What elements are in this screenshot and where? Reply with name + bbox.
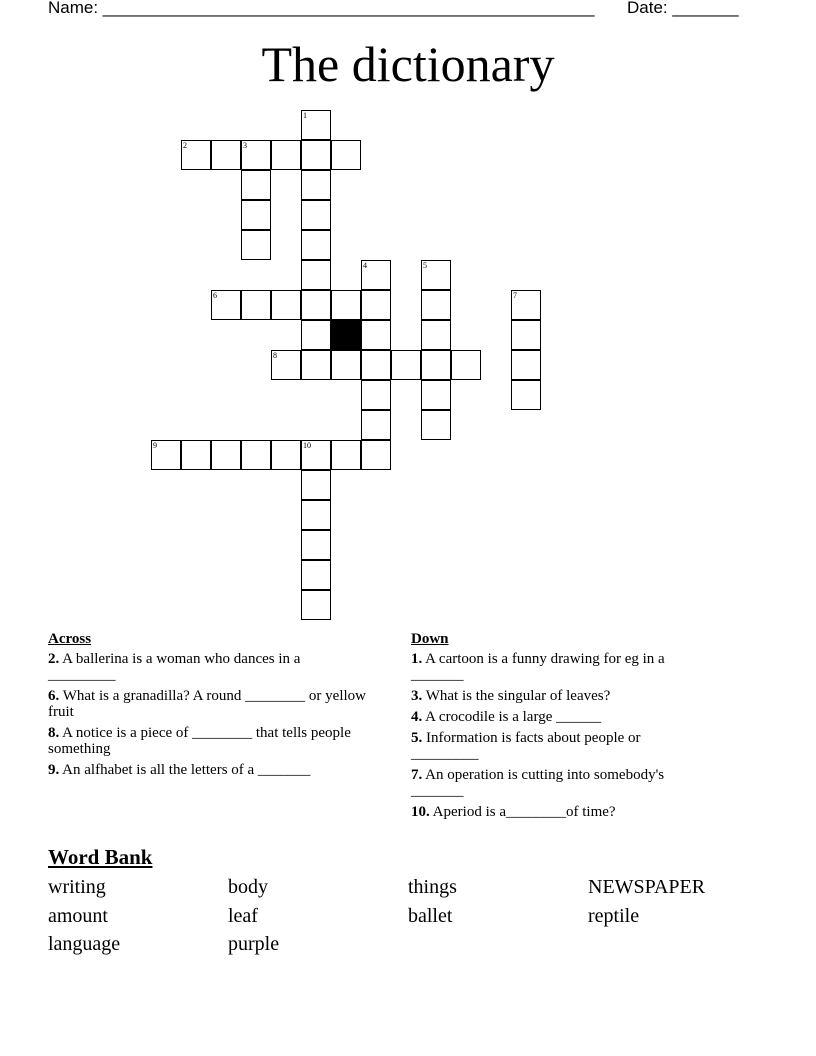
crossword-cell[interactable] (181, 140, 211, 170)
crossword-cell[interactable] (301, 320, 331, 350)
crossword-cell[interactable] (511, 320, 541, 350)
word-bank-word: amount (48, 904, 108, 927)
crossword-cell[interactable] (511, 350, 541, 380)
down-clues (411, 631, 711, 825)
crossword-cell[interactable] (421, 290, 451, 320)
crossword-cell[interactable] (241, 170, 271, 200)
across-clue (48, 651, 368, 683)
crossword-cell[interactable] (271, 440, 301, 470)
crossword-cell[interactable] (301, 350, 331, 380)
crossword-cell[interactable] (421, 410, 451, 440)
crossword-cell[interactable] (301, 560, 331, 590)
cell-number: 3 (243, 141, 247, 150)
crossword-cell[interactable] (361, 440, 391, 470)
date-field-label[interactable]: Date: _______ (627, 0, 739, 17)
clue-number: 8. (48, 725, 60, 741)
crossword-cell[interactable] (421, 260, 451, 290)
word-bank-title: Word Bank (48, 845, 153, 869)
crossword-cell[interactable] (331, 290, 361, 320)
clue-text: A cartoon is a funny drawing for eg in a _______ (411, 651, 665, 683)
clue-number: 4. (411, 709, 423, 725)
clue-text: An operation is cutting into somebody's _______ (411, 767, 665, 799)
crossword-cell[interactable] (241, 440, 271, 470)
cell-number: 10 (303, 441, 311, 450)
cell-number: 6 (213, 291, 217, 300)
word-bank-word: writing (48, 876, 106, 898)
crossword-cell[interactable] (211, 440, 241, 470)
clue-number: 9. (48, 762, 60, 778)
crossword-cell[interactable] (271, 350, 301, 380)
word-bank-word: ballet (408, 904, 453, 927)
cell-number: 5 (423, 261, 427, 270)
crossword-cell[interactable] (241, 140, 271, 170)
clue-text: A notice is a piece of ________ that tells people something (48, 725, 351, 757)
crossword-cell[interactable] (361, 290, 391, 320)
crossword-cell[interactable] (361, 380, 391, 410)
clue-text: A ballerina is a woman who dances in a _________ (48, 651, 301, 683)
down-clue (411, 767, 711, 799)
across-clue (48, 725, 368, 757)
crossword-cell[interactable] (301, 200, 331, 230)
crossword-cell[interactable] (211, 140, 241, 170)
cell-number: 8 (273, 351, 277, 360)
across-clues (48, 631, 368, 783)
crossword-cell[interactable] (361, 260, 391, 290)
crossword-cell[interactable] (241, 290, 271, 320)
word-bank-word: reptile (588, 904, 640, 927)
crossword-cell[interactable] (421, 380, 451, 410)
crossword-cell[interactable] (421, 320, 451, 350)
clue-number: 3. (411, 688, 423, 704)
crossword-cell[interactable] (511, 380, 541, 410)
crossword-cell[interactable] (301, 500, 331, 530)
crossword-cell[interactable] (301, 290, 331, 320)
crossword-cell[interactable] (301, 170, 331, 200)
crossword-cell[interactable] (301, 590, 331, 620)
crossword-cell[interactable] (331, 350, 361, 380)
clue-number: 7. (411, 767, 423, 783)
crossword-cell[interactable] (331, 440, 361, 470)
cell-number: 7 (513, 291, 517, 300)
page-title: The dictionary (261, 36, 555, 92)
clue-text: What is a granadilla? A round ________ or yellow fruit (48, 688, 366, 720)
cell-number: 1 (303, 111, 307, 120)
down-heading: Down (411, 631, 449, 647)
down-clue (411, 730, 711, 762)
word-bank-word: body (228, 876, 268, 898)
clue-number: 2. (48, 651, 60, 667)
clue-number: 10. (411, 804, 430, 820)
across-clue-list (48, 651, 368, 778)
crossword-cell[interactable] (241, 200, 271, 230)
crossword-cell[interactable] (271, 290, 301, 320)
down-clue-list (411, 651, 711, 820)
word-bank-word: leaf (228, 904, 258, 927)
crossword-cell[interactable] (301, 110, 331, 140)
crossword-cell[interactable] (151, 440, 181, 470)
word-bank-word: language (48, 933, 121, 955)
crossword-cell[interactable] (241, 230, 271, 260)
crossword-cell[interactable] (271, 140, 301, 170)
crossword-cell[interactable] (301, 140, 331, 170)
cell-number: 9 (153, 441, 157, 450)
crossword-cell[interactable] (361, 410, 391, 440)
crossword-cell[interactable] (391, 350, 421, 380)
word-bank-word: things (408, 876, 457, 898)
crossword-cell[interactable] (451, 350, 481, 380)
across-clue (48, 688, 368, 720)
crossword-cell[interactable] (181, 440, 211, 470)
crossword-cell[interactable] (301, 440, 331, 470)
crossword-cell[interactable] (361, 320, 391, 350)
name-field-label[interactable]: Name: ____________________________________________________ (48, 0, 595, 17)
crossword-cell[interactable] (301, 260, 331, 290)
crossword-cell[interactable] (211, 290, 241, 320)
clue-number: 5. (411, 730, 423, 746)
clue-text: Information is facts about people or _________ (411, 730, 641, 762)
clue-text: A crocodile is a large ______ (422, 709, 602, 725)
crossword-cell[interactable] (511, 290, 541, 320)
crossword-cell[interactable] (301, 530, 331, 560)
black-square (331, 320, 361, 350)
clue-text: An alfhabet is all the letters of a _______ (59, 762, 311, 778)
clue-number: 6. (48, 688, 60, 704)
down-clue (411, 688, 711, 704)
down-clue (411, 804, 711, 820)
across-heading: Across (48, 631, 92, 647)
crossword-cell[interactable] (361, 350, 391, 380)
cell-number: 2 (183, 141, 187, 150)
down-clue (411, 651, 711, 683)
crossword-cell[interactable] (331, 140, 361, 170)
down-clue (411, 709, 711, 725)
word-bank-word: NEWSPAPER (588, 876, 706, 898)
crossword-cell[interactable] (301, 230, 331, 260)
clue-number: 1. (411, 651, 423, 667)
across-clue (48, 762, 368, 778)
word-bank-word: purple (228, 933, 280, 955)
crossword-cell[interactable] (301, 470, 331, 500)
crossword-cell[interactable] (421, 350, 451, 380)
clue-text: What is the singular of leaves? (422, 688, 611, 704)
clue-text: Aperiod is a________of time? (429, 804, 616, 820)
cell-number: 4 (363, 261, 367, 270)
